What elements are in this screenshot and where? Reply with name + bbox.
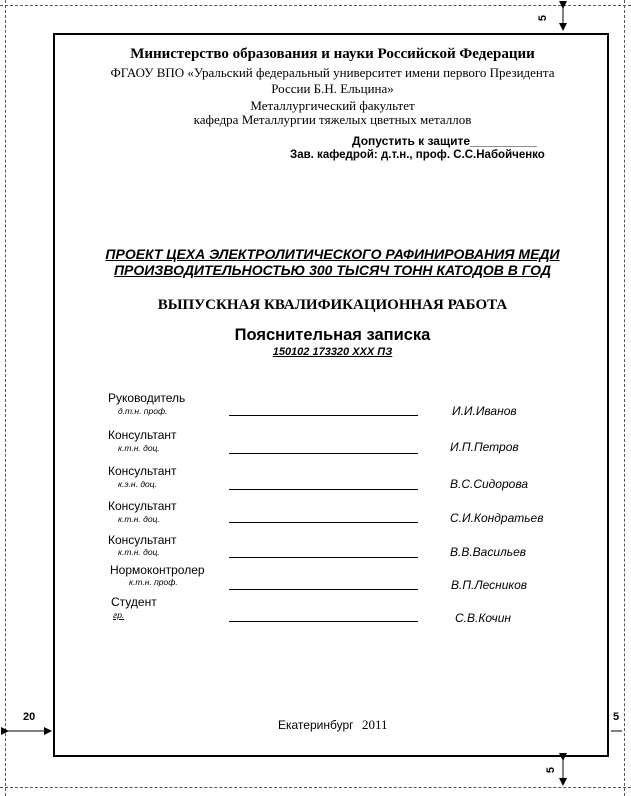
- ministry-heading: Министерство образования и науки Российской Федерации: [130, 46, 535, 62]
- signature-name: В.П.Лесников: [451, 578, 528, 592]
- signature-degree: к.т.н. доц.: [118, 514, 160, 524]
- project-title-line-2: ПРОИЗВОДИТЕЛЬНОСТЬЮ 300 ТЫСЯЧ ТОНН КАТОДОВ В ГОД: [113, 262, 551, 278]
- signature-role: Консультант: [108, 428, 177, 442]
- bottom-margin-label: 5: [545, 766, 558, 774]
- signature-line: [229, 557, 418, 558]
- signature-line: [229, 522, 418, 523]
- signature-name: И.И.Иванов: [452, 404, 517, 418]
- signature-line: [229, 621, 418, 622]
- signature-line: [229, 589, 418, 590]
- year: 2011: [361, 717, 388, 732]
- top-margin-label: 5: [537, 14, 550, 22]
- faculty-name: Металлургический факультет: [250, 98, 415, 113]
- signature-role: Студент: [111, 595, 157, 609]
- document-type: Пояснительная записка: [234, 326, 431, 344]
- city-year: [278, 716, 387, 734]
- signature-name: В.С.Сидорова: [450, 477, 529, 491]
- signature-role: Консультант: [108, 499, 177, 513]
- signature-degree: к.т.н. проф.: [129, 577, 178, 587]
- city: Екатеринбург: [278, 718, 354, 732]
- signature-degree: гр.: [113, 610, 125, 620]
- department-head: Зав. кафедрой: д.т.н., проф. С.С.Набойченко: [290, 149, 545, 161]
- signature-degree: к.т.н. доц.: [118, 443, 160, 453]
- university-line-2: России Б.Н. Ельцина»: [271, 81, 394, 96]
- department-name: кафедра Металлургии тяжелых цветных металлов: [193, 112, 472, 127]
- signature-role: Нормоконтролер: [110, 563, 205, 577]
- signature-role: Руководитель: [108, 391, 186, 405]
- project-title-line-1: ПРОЕКТ ЦЕХА ЭЛЕКТРОЛИТИЧЕСКОГО РАФИНИРОВАНИЯ МЕДИ: [105, 246, 560, 262]
- signature-degree: к.э.н. доц.: [118, 479, 157, 489]
- signature-role: Консультант: [108, 464, 177, 478]
- signature-degree: д.т.н. проф.: [118, 406, 168, 416]
- signature-line: [229, 489, 418, 490]
- work-type-heading: ВЫПУСКНАЯ КВАЛИФИКАЦИОННАЯ РАБОТА: [157, 297, 508, 313]
- right-margin-label: 5: [613, 711, 620, 723]
- left-margin-label: 20: [23, 711, 36, 723]
- signature-name: И.П.Петров: [450, 440, 519, 454]
- signature-name: С.И.Кондратьев: [450, 511, 544, 525]
- admit-to-defense: Допустить к защите__________: [352, 134, 537, 148]
- document-code: 150102 173320 XXX ПЗ: [272, 346, 393, 358]
- signature-name: В.В.Васильев: [450, 545, 527, 559]
- signature-name: С.В.Кочин: [455, 611, 512, 625]
- signature-role: Консультант: [108, 533, 177, 547]
- university-line-1: ФГАОУ ВПО «Уральский федеральный университет имени первого Президента: [110, 65, 555, 80]
- signature-line: [229, 415, 418, 416]
- signature-degree: к.т.н. доц.: [118, 547, 160, 557]
- signature-line: [229, 453, 418, 454]
